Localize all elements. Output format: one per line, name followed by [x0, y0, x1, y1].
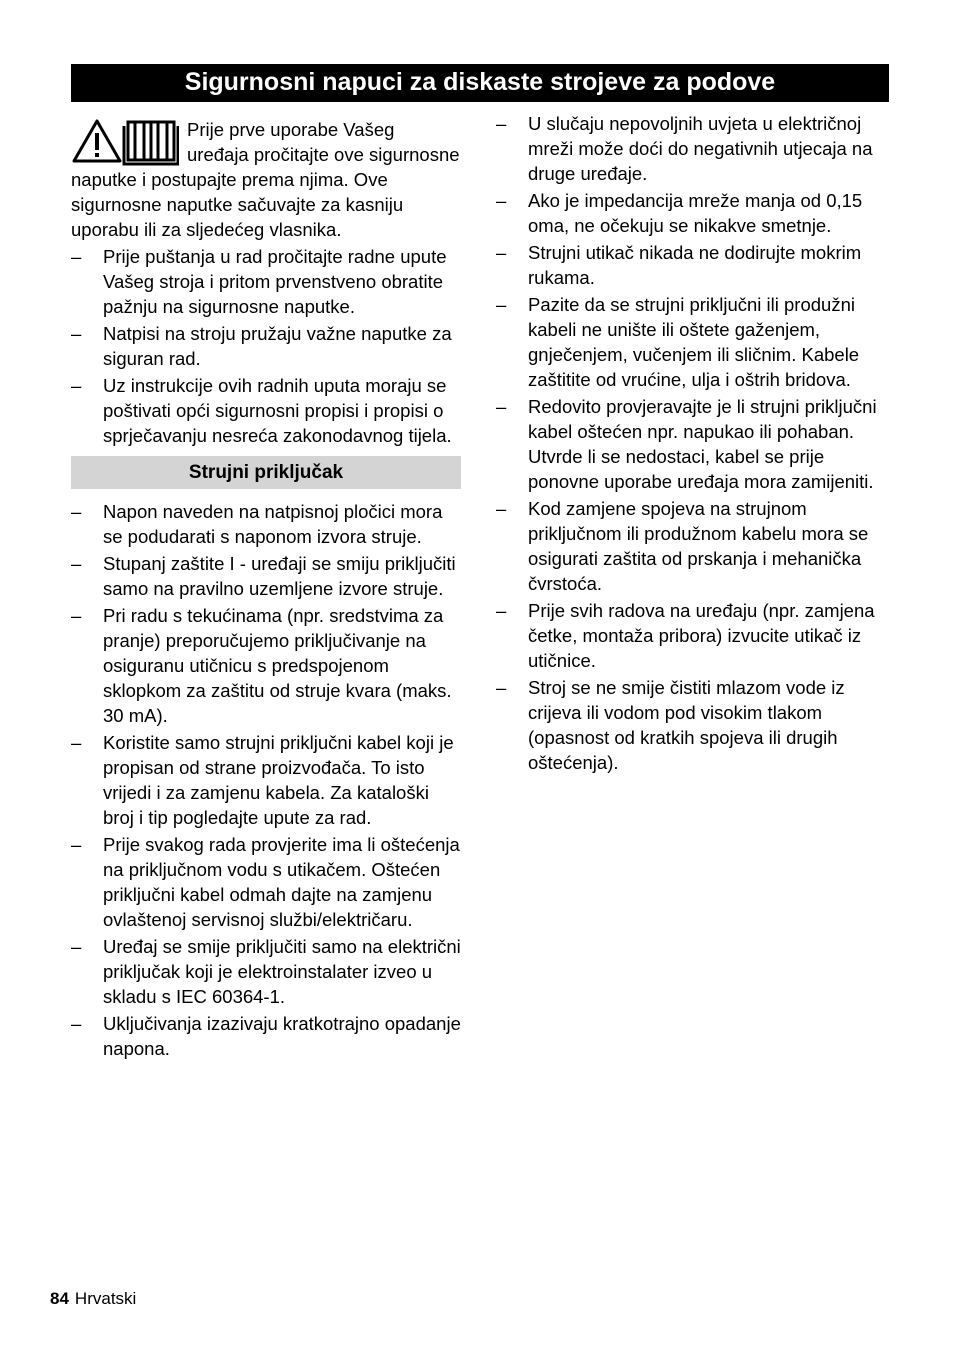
list-item: – Stupanj zaštite I - uređaji se smiju priključiti samo na pravilno uzemljene izvore struje. — [71, 553, 456, 599]
dash-bullet: – — [496, 677, 507, 698]
list-item: – U slučaju nepovoljnih uvjeta u električnoj mreži može doći do negativnih utjecaja na druge uređaje. — [496, 113, 873, 184]
dash-bullet: – — [71, 936, 82, 957]
general-safety-list — [71, 244, 461, 448]
dash-bullet: – — [496, 190, 507, 211]
dash-bullet: – — [71, 553, 82, 574]
left-column — [71, 117, 461, 1061]
intro-paragraph — [71, 117, 461, 242]
intro-icons — [71, 118, 179, 166]
open-book-icon — [124, 122, 178, 164]
dash-bullet: – — [71, 605, 82, 626]
list-item: – Ako je impedancija mreže manja od 0,15 oma, ne očekuju se nikakve smetnje. — [496, 190, 863, 236]
warning-triangle-icon — [74, 121, 120, 161]
dash-bullet: – — [496, 498, 507, 519]
list-item: – Uključivanja izazivaju kratkotrajno opadanje napona. — [71, 1013, 461, 1059]
list-item: – Pri radu s tekućinama (npr. sredstvima za pranje) preporučujemo priključivanje na osiguranu utičnicu s predspojenom sklopkom za zaštitu od struje kvara (maks. 30 mA). — [71, 605, 452, 726]
dash-bullet: – — [496, 294, 507, 315]
intro-text: Prije prve uporabe Vašeg uređaja pročitajte ove sigurnosne naputke i postupajte prema njima. Ove sigurnosne naputke sačuvajte za kasniju uporabu ili za sljedećeg vlasnika. — [71, 119, 460, 240]
list-item: – Uređaj se smije priključiti samo na električni priključak koji je elektroinstalater izveo u skladu s IEC 60364-1. — [71, 936, 461, 1007]
list-item: – Pazite da se strujni priključni ili produžni kabeli ne unište ili oštete gaženjem, gnječenjem, vučenjem ili sličnim. Kabele zaštitite od vrućine, ulja i oštrih bridova. — [496, 294, 860, 390]
list-item: – Redovito provjeravajte je li strujni priključni kabel oštećen npr. napukao ili pohaban. Utvrde li se nedostaci, kabel se prije ponovne uporabe uređaja mora zamijeniti. — [496, 396, 877, 492]
dash-bullet: – — [496, 600, 507, 621]
list-item: – Napon naveden na natpisnoj pločici mora se podudarati s naponom izvora struje. — [71, 501, 443, 547]
list-item: – Uz instrukcije ovih radnih uputa moraju se poštivati opći sigurnosni propisi i propisi o sprječavanju nesreća zakonodavnog tijela. — [71, 375, 452, 446]
list-item: – Natpisi na stroju pružaju važne naputke za siguran rad. — [71, 323, 452, 369]
section-heading-power: Strujni priključak — [71, 456, 461, 489]
dash-bullet: – — [71, 246, 82, 267]
power-safety-list-left — [71, 499, 461, 1061]
dash-bullet: – — [496, 242, 507, 263]
page-footer — [50, 1289, 136, 1309]
footer-language: Hrvatski — [74, 1289, 137, 1308]
power-safety-list-right — [496, 111, 886, 775]
dash-bullet: – — [71, 732, 82, 753]
list-item: – Prije puštanja u rad pročitajte radne upute Vašeg stroja i pritom prvenstveno obratite pažnju na sigurnosne naputke. — [71, 246, 447, 317]
list-item: – Kod zamjene spojeva na strujnom priključnom ili produžnom kabelu mora se osigurati zaštita od prskanja i mehanička čvrstoća. — [496, 498, 869, 594]
list-item: – Stroj se ne smije čistiti mlazom vode iz crijeva ili vodom pod visokim tlakom (opasnost od kratkih spojeva ili drugih oštećenja). — [496, 677, 845, 773]
dash-bullet: – — [496, 396, 507, 417]
dash-bullet: – — [71, 323, 82, 344]
dash-bullet: – — [496, 113, 507, 134]
page-number: 84 — [50, 1289, 69, 1308]
list-item: – Prije svakog rada provjerite ima li oštećenja na priključnom vodu s utikačem. Oštećen priključni kabel odmah dajte na zamjenu ovlaštenoj servisnoj službi/električaru. — [71, 834, 460, 930]
dash-bullet: – — [71, 501, 82, 522]
dash-bullet: – — [71, 834, 82, 855]
right-column — [496, 109, 886, 775]
list-item: – Prije svih radova na uređaju (npr. zamjena četke, montaža pribora) izvucite utikač iz utičnice. — [496, 600, 875, 671]
list-item: – Strujni utikač nikada ne dodirujte mokrim rukama. — [496, 242, 862, 288]
page-title: Sigurnosni napuci za diskaste strojeve za podove — [71, 64, 889, 102]
list-item: – Koristite samo strujni priključni kabel koji je propisan od strane proizvođača. To isto vrijedi i za zamjenu kabela. Za kataloški broj i tip pogledajte upute za rad. — [71, 732, 454, 828]
dash-bullet: – — [71, 1013, 82, 1034]
dash-bullet: – — [71, 375, 82, 396]
